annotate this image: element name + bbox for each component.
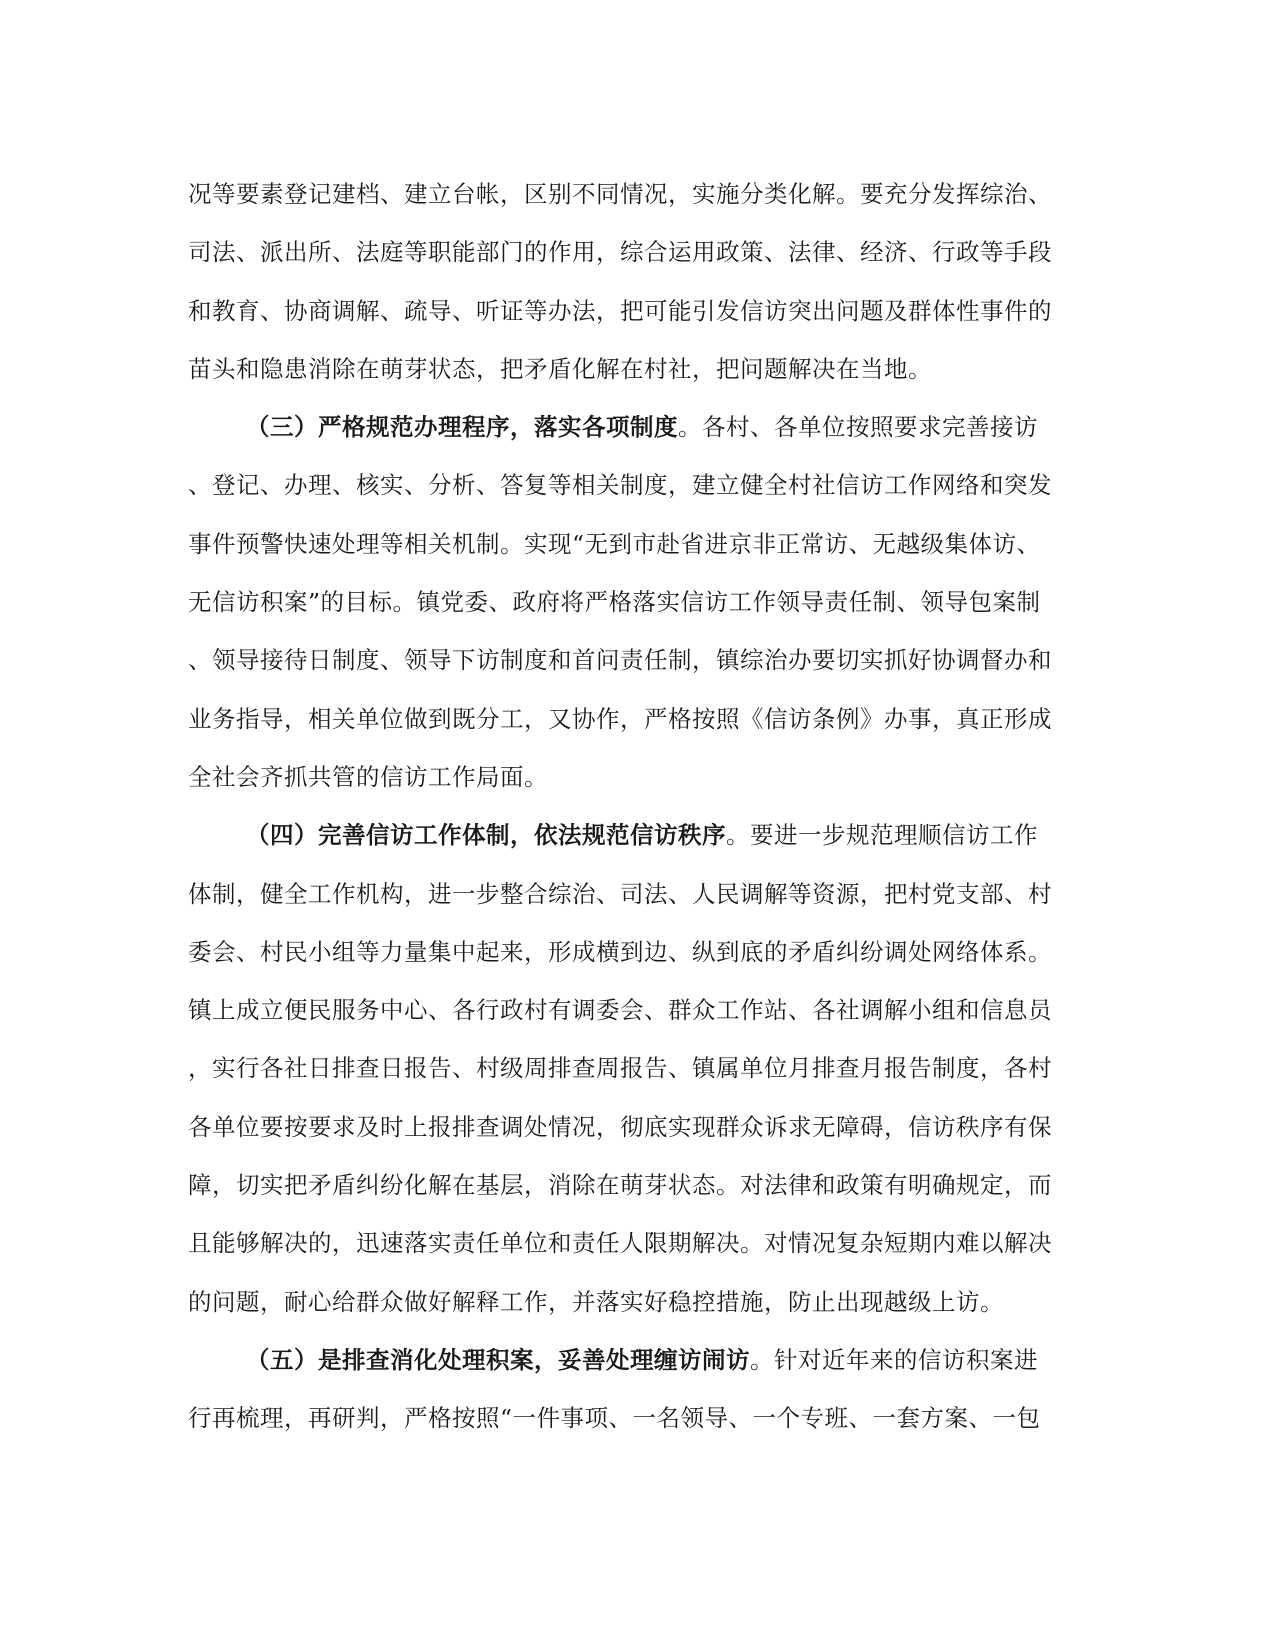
text-line: 行再梳理，再研判，严格按照“一件事项、一名领导、一个专班、一套方案、一包 — [188, 1404, 1041, 1433]
section-3-first-line — [188, 398, 1088, 456]
text-line: 体制，健全工作机构，进一步整合综治、司法、人民调解等资源，把村党支部、村 — [188, 879, 1052, 908]
text-line: 事件预警快速处理等相关机制。实现“无到市赴省进京非正常访、无越级集体访、 — [188, 529, 1041, 558]
text-line: 障，切实把矛盾纠纷化解在基层，消除在萌芽状态。对法律和政策有明确规定，而 — [188, 1171, 1052, 1200]
text-line: 、登记、办理、核实、分析、答复等相关制度，建立健全村社信访工作网络和突发 — [188, 471, 1052, 500]
section-5-heading: （五）是排查消化处理积案，妥善处理缠访闹访 — [246, 1345, 750, 1374]
text-line: 的问题，耐心给群众做好解释工作，并落实好稳控措施，防止出现越级上访。 — [188, 1287, 1004, 1316]
text-line: 无信访积案”的目标。镇党委、政府将严格落实信访工作领导责任制、领导包案制 — [188, 588, 1041, 617]
document-body — [188, 165, 1088, 1448]
text-line: 司法、派出所、法庭等职能部门的作用，综合运用政策、法律、经济、行政等手段 — [188, 238, 1052, 267]
section-4-text: 。要进一步规范理顺信访工作 — [726, 821, 1038, 850]
text-line: 苗头和隐患消除在萌芽状态，把矛盾化解在村社，把问题解决在当地。 — [188, 354, 932, 383]
text-line: 且能够解决的，迅速落实责任单位和责任人限期解决。对情况复杂短期内难以解决 — [188, 1229, 1052, 1258]
text-line: 况等要素登记建档、建立台帐，区别不同情况，实施分类化解。要充分发挥综治、 — [188, 180, 1052, 208]
section-5-text: 。针对近年来的信访积案进 — [750, 1345, 1038, 1374]
section-5-first-line — [188, 1331, 1088, 1389]
text-line: ，实行各社日排查日报告、村级周排查周报告、镇属单位月排查月报告制度，各村 — [188, 1054, 1052, 1083]
text-line: 业务指导，相关单位做到既分工，又协作，严格按照《信访条例》办事，真正形成 — [188, 704, 1052, 733]
section-3-heading: （三）严格规范办理程序，落实各项制度 — [246, 413, 678, 442]
section-4-first-line — [188, 806, 1088, 864]
text-line: 委会、村民小组等力量集中起来，形成横到边、纵到底的矛盾纠纷调处网络体系。 — [188, 937, 1052, 966]
text-line: 全社会齐抓共管的信访工作局面。 — [188, 762, 548, 791]
text-line: 、领导接待日制度、领导下访制度和首问责任制，镇综治办要切实抓好协调督办和 — [188, 646, 1052, 675]
section-4-heading: （四）完善信访工作体制，依法规范信访秩序 — [246, 821, 726, 850]
section-3-text: 。各村、各单位按照要求完善接访 — [678, 413, 1038, 442]
text-line: 和教育、协商调解、疏导、听证等办法，把可能引发信访突出问题及群体性事件的 — [188, 296, 1052, 325]
text-line: 镇上成立便民服务中心、各行政村有调委会、群众工作站、各社调解小组和信息员 — [188, 996, 1052, 1025]
text-line: 各单位要按要求及时上报排查调处情况，彻底实现群众诉求无障碍，信访秩序有保 — [188, 1112, 1052, 1141]
